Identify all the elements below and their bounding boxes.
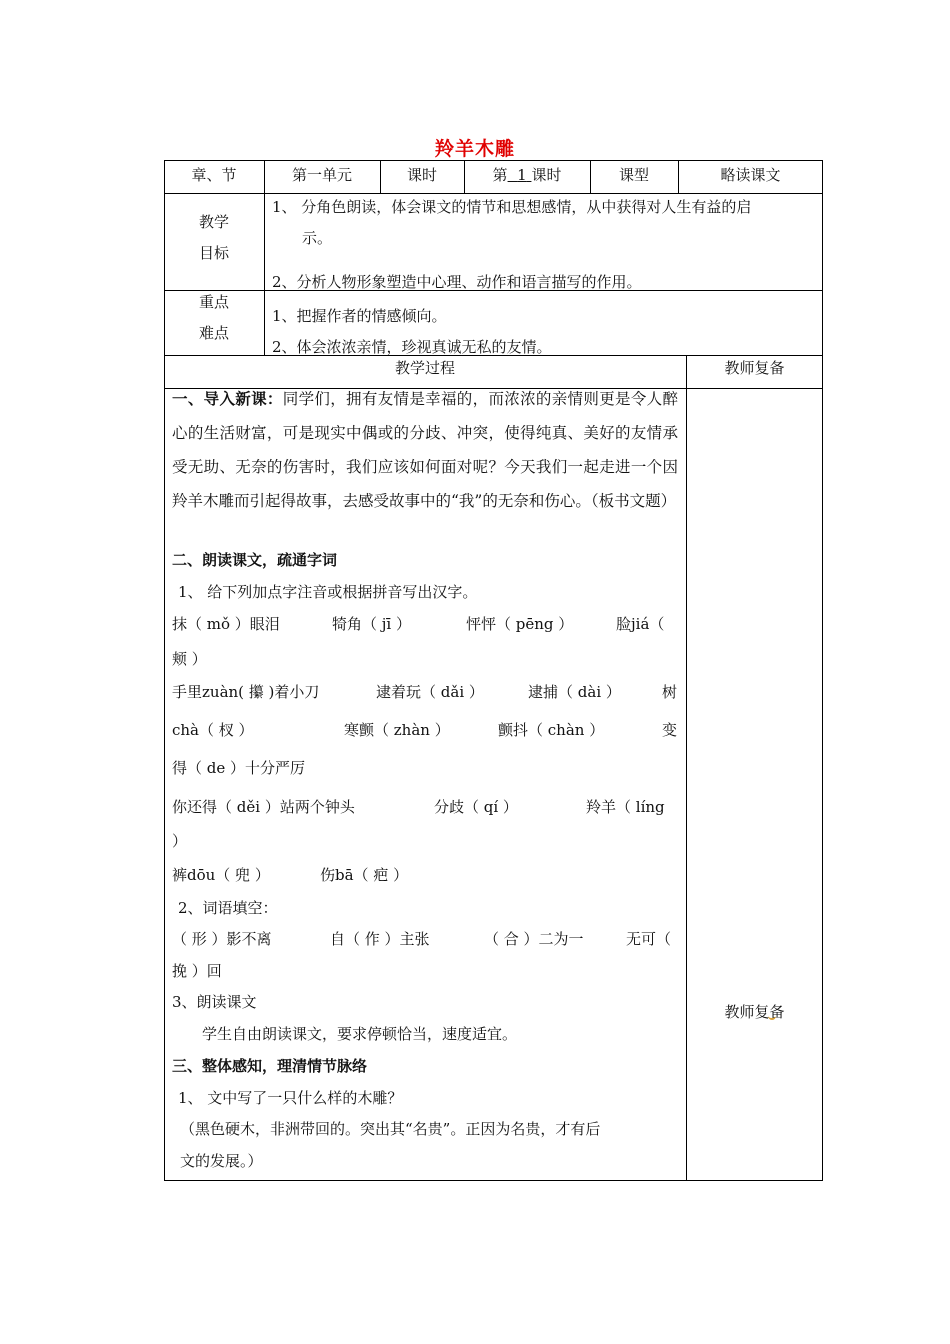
period-value bbox=[464, 165, 590, 185]
type-value: 略读课文 bbox=[720, 166, 781, 184]
keypoint-item-2: 2、体会浓浓亲情，珍视真诚无私的友情。 bbox=[272, 338, 552, 356]
question-4-answer-b: 文的发展。） bbox=[180, 1152, 263, 1170]
vocab-row-2b: 逮着玩（ dǎi ） bbox=[376, 683, 484, 701]
vocab-row-1b: 犄角（ jī ） bbox=[332, 615, 411, 633]
goal-item-1-cont: 示。 bbox=[302, 229, 333, 247]
period-label: 课时 bbox=[406, 166, 437, 184]
vocab-row-4: 得（ de ）十分严厉 bbox=[172, 759, 306, 777]
keypoints-label-2: 难点 bbox=[198, 324, 229, 342]
question-1: 1、 给下列加点字注音或根据拼音写出汉字。 bbox=[178, 583, 478, 601]
goal-item-1: 1、 分角色朗读，体会课文的情节和思想感情，从中获得对人生有益的启 bbox=[272, 198, 752, 216]
idiom-row-d: 无可（ bbox=[626, 930, 672, 948]
vocab-row-3a: chà（ 杈 ） bbox=[172, 721, 254, 739]
question-3-body: 学生自由朗读课文，要求停顿恰当，速度适宜。 bbox=[202, 1025, 518, 1043]
vocab-row-1c: 怦怦（ pēng ） bbox=[466, 615, 574, 633]
side-note: 教师复备 bbox=[724, 1003, 785, 1021]
vocab-row-1a: 抹（ mǒ ）眼泪 bbox=[172, 615, 280, 633]
idiom-row-e: 挽 ）回 bbox=[172, 962, 222, 980]
vocab-row-3d: 变 bbox=[662, 721, 678, 739]
section-intro bbox=[172, 382, 678, 518]
vocab-row-2c: 逮捕（ dài ） bbox=[528, 683, 621, 701]
period-prefix: 第 bbox=[492, 166, 508, 184]
lesson-plan-table bbox=[164, 160, 822, 1180]
idiom-row-c: （ 合 ）二为一 bbox=[484, 930, 584, 948]
goals-label-1: 教学 bbox=[198, 213, 229, 231]
vocab-row-5a: 你还得（ děi ）站两个钟头 bbox=[172, 798, 355, 816]
vocab-row-6b: 伤bā（ 疤 ） bbox=[320, 866, 409, 884]
question-4: 1、 文中写了一只什么样的木雕？ bbox=[178, 1089, 403, 1107]
pen-mark bbox=[768, 1012, 776, 1020]
page-title: 羚羊木雕 bbox=[434, 138, 515, 160]
vocab-row-5b: 分歧（ qí ） bbox=[434, 798, 518, 816]
vocab-row-5d: ） bbox=[172, 832, 188, 850]
vocab-row-6a: 裤dōu（ 兜 ） bbox=[172, 866, 270, 884]
vocab-row-1e: 颊 ） bbox=[172, 650, 207, 668]
type-label: 课型 bbox=[618, 166, 649, 184]
section-2-title: 二、朗读课文，疏通字词 bbox=[172, 551, 338, 569]
vocab-row-3c: 颤抖（ chàn ） bbox=[498, 721, 605, 739]
period-suffix: 课时 bbox=[531, 166, 562, 184]
row-divider bbox=[164, 193, 823, 194]
vocab-row-5c: 羚羊（ líng bbox=[586, 798, 665, 816]
question-3: 3、朗读课文 bbox=[172, 993, 257, 1011]
idiom-row-b: 自（ 作 ）主张 bbox=[330, 930, 430, 948]
section-3-title: 三、整体感知，理清情节脉络 bbox=[172, 1057, 368, 1075]
period-number bbox=[508, 166, 532, 184]
section-1-body: 同学们，拥有友情是幸福的，而浓浓的亲情则更是令人醉心的生活财富，可是现实中偶或的分歧、冲突，使得纯真、美好的友情承受无助、无奈的伤害时，我们应该如何面对呢？今天我们一起走进一个因羚羊木雕而引起得故事，去感受故事中的“我”的无奈和伤心。（板书文题） bbox=[172, 390, 678, 510]
section-1-title: 一、导入新课： bbox=[172, 389, 283, 408]
vocab-row-2d: 树 bbox=[662, 683, 678, 701]
question-4-answer-a: （黑色硬木，非洲带回的。突出其“名贵”。正因为名贵，才有后 bbox=[180, 1120, 601, 1138]
chapter-label: 章、节 bbox=[191, 166, 237, 184]
period-number-text: 1 bbox=[517, 166, 527, 184]
goal-item-2: 2、分析人物形象塑造中心理、动作和语言描写的作用。 bbox=[272, 273, 642, 291]
col-divider bbox=[686, 355, 687, 1181]
question-2: 2、词语填空： bbox=[178, 899, 278, 917]
side-header: 教师复备 bbox=[724, 359, 785, 377]
process-header: 教学过程 bbox=[394, 359, 455, 377]
col-divider bbox=[264, 193, 265, 355]
idiom-row-a: （ 形 ）影不离 bbox=[172, 930, 272, 948]
keypoints-label-1: 重点 bbox=[198, 293, 229, 311]
vocab-row-3b: 寒颤（ zhàn ） bbox=[344, 721, 450, 739]
keypoint-item-1: 1、把握作者的情感倾向。 bbox=[272, 307, 447, 325]
goals-label-2: 目标 bbox=[198, 244, 229, 262]
vocab-row-2a: 手里zuàn( 攥 )着小刀 bbox=[172, 683, 320, 701]
chapter-value: 第一单元 bbox=[291, 166, 352, 184]
vocab-row-1d: 脸jiá（ bbox=[616, 615, 665, 633]
